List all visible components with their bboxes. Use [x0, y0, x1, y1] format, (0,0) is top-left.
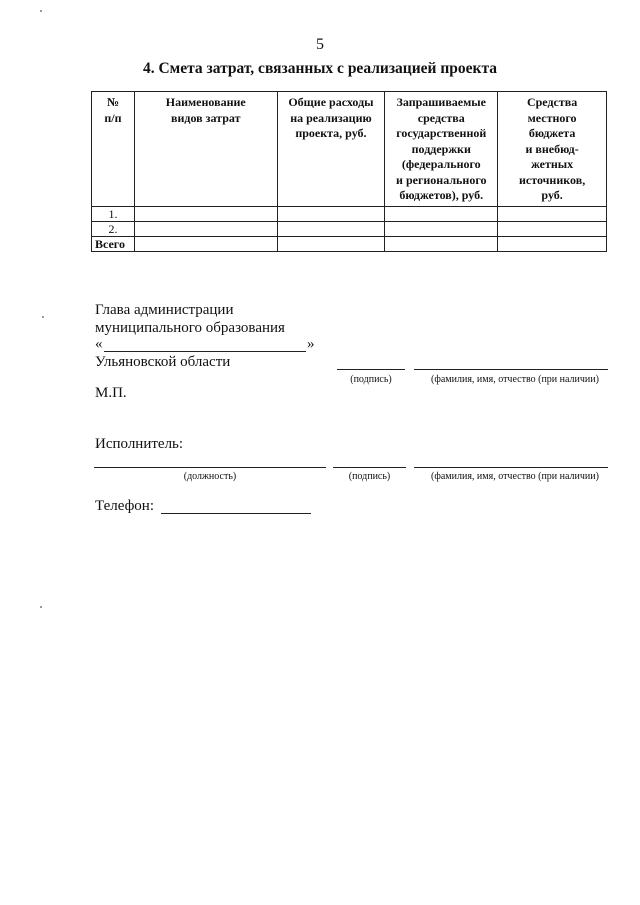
executor-position-caption: (должность) — [183, 471, 237, 482]
phone-line[interactable] — [161, 513, 311, 514]
cell-total-state-support — [385, 236, 498, 251]
municipality-name-line[interactable] — [104, 351, 306, 352]
signatory-title-line4: Ульяновской области — [95, 354, 231, 370]
cell-total-cost-type — [134, 236, 277, 251]
signatory-title-line2: муниципального образования — [95, 320, 285, 336]
signatory-signature-line[interactable] — [337, 369, 405, 370]
cell-cost-type — [134, 206, 277, 221]
table-total-row — [92, 236, 607, 251]
page-number: 5 — [316, 36, 324, 53]
header-total-expenses: Общие расходы на реализацию проекта, руб. — [277, 92, 385, 207]
executor-name-caption: (фамилия, имя, отчество (при наличии) — [431, 471, 599, 482]
phone-label: Телефон: — [95, 498, 154, 514]
scan-mark-bottom — [40, 606, 42, 608]
open-quote: « — [95, 336, 103, 352]
cell-total-expenses — [277, 221, 385, 236]
cell-total-expenses-sum — [277, 236, 385, 251]
signatory-title-line1: Глава администрации — [95, 302, 234, 318]
table-row — [92, 221, 607, 236]
executor-label: Исполнитель: — [95, 436, 184, 452]
section-title: 4. Смета затрат, связанных с реализацией проекта — [142, 60, 498, 77]
cell-total-local-budget — [498, 236, 607, 251]
row-number: 1. — [92, 206, 135, 221]
seal-placeholder: М.П. — [95, 385, 127, 401]
scan-mark-top — [40, 10, 42, 12]
signatory-signature-caption: (подпись) — [350, 374, 392, 385]
header-cost-type: Наименование видов затрат — [134, 92, 277, 207]
header-requested-state-support: Запрашиваемые средства государственной поддержки (федерального и регионального бюджетов), руб. — [385, 92, 498, 207]
cell-state-support — [385, 206, 498, 221]
signatory-name-line[interactable] — [414, 369, 608, 370]
cost-estimate-table — [91, 91, 607, 252]
cell-local-budget — [498, 221, 607, 236]
close-quote: » — [307, 336, 315, 352]
header-local-budget: Средства местного бюджета и внебюд- жетных источников, руб. — [498, 92, 607, 207]
scan-mark-middle — [42, 316, 44, 318]
signatory-name-caption: (фамилия, имя, отчество (при наличии) — [431, 374, 599, 385]
executor-signature-line[interactable] — [333, 467, 406, 468]
total-label: Всего — [92, 236, 135, 251]
table-row — [92, 206, 607, 221]
cell-cost-type — [134, 221, 277, 236]
executor-signature-caption: (подпись) — [348, 471, 391, 482]
cell-state-support — [385, 221, 498, 236]
cell-local-budget — [498, 206, 607, 221]
executor-name-line[interactable] — [414, 467, 608, 468]
header-number: № п/п — [92, 92, 135, 207]
executor-position-line[interactable] — [94, 467, 326, 468]
cell-total-expenses — [277, 206, 385, 221]
row-number: 2. — [92, 221, 135, 236]
table-header-row — [92, 92, 607, 207]
